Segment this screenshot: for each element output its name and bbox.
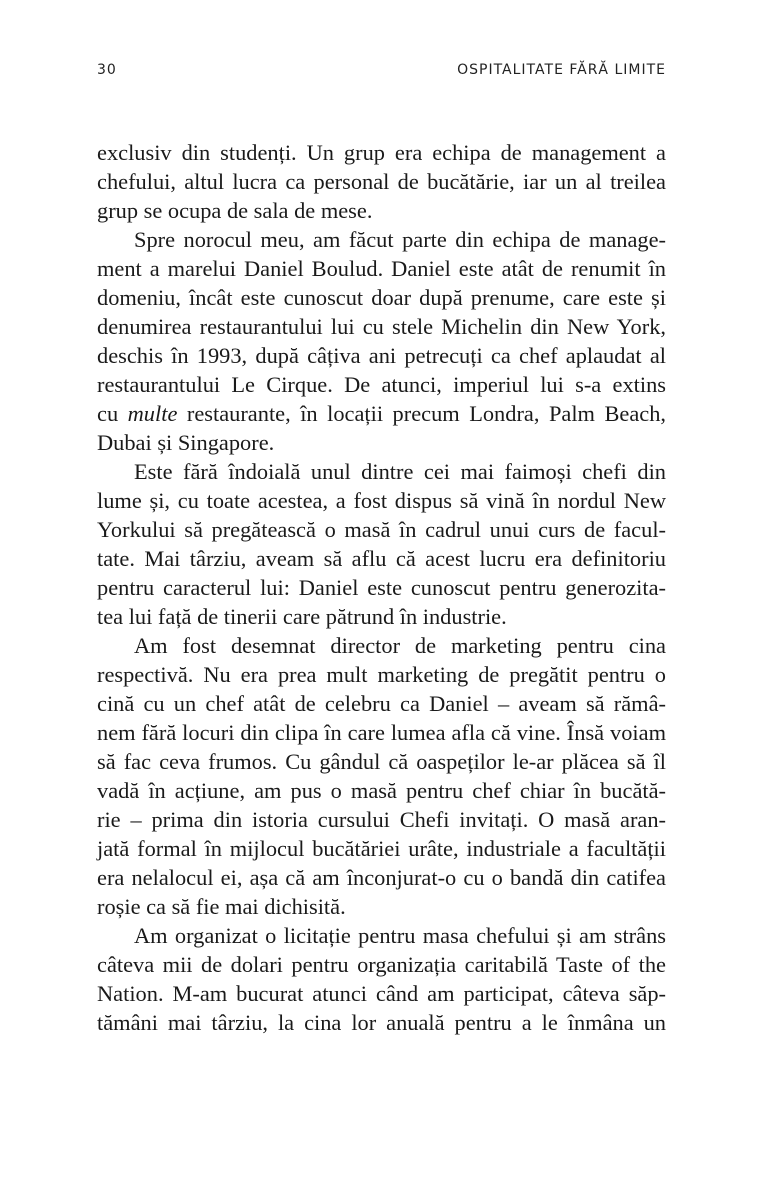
text-line xyxy=(97,167,666,196)
text-segment: tate. Mai târziu, aveam să aflu că acest lucru era definitoriu xyxy=(97,546,666,571)
text-segment: jată formal în mijlocul bucătăriei urâte, industriale a facultății xyxy=(97,836,666,861)
text-segment: Nation. M-am bucurat atunci când am participat, câteva săp- xyxy=(97,981,666,1006)
text-segment: tămâni mai târziu, la cina lor anuală pentru a le înmâna un xyxy=(97,1010,666,1035)
text-segment: rie – prima din istoria cursului Chefi invitați. O masă aran- xyxy=(97,807,666,832)
paragraph xyxy=(97,225,666,457)
text-line xyxy=(97,544,666,573)
text-line xyxy=(97,1008,666,1037)
text-segment: cină cu un chef atât de celebru ca Daniel – aveam să rămâ- xyxy=(97,691,666,716)
paragraph xyxy=(97,457,666,631)
text-segment: pentru caracterul lui: Daniel este cunoscut pentru generozita- xyxy=(97,575,666,600)
running-title: OSPITALITATE FĂRĂ LIMITE xyxy=(457,62,666,78)
text-line xyxy=(97,370,666,399)
text-segment: Dubai și Singapore. xyxy=(97,430,275,455)
text-segment: tea lui față de tinerii care pătrund în industrie. xyxy=(97,604,507,629)
text-segment: respectivă. Nu era prea mult marketing de pregătit pentru o xyxy=(97,662,666,687)
paragraph xyxy=(97,138,666,225)
text-segment: ment a marelui Daniel Boulud. Daniel este atât de renumit în xyxy=(97,256,666,281)
text-line xyxy=(97,602,666,631)
text-line xyxy=(97,718,666,747)
text-segment: să fac ceva frumos. Cu gândul că oaspeților le-ar plăcea să îl xyxy=(97,749,666,774)
text-segment: domeniu, încât este cunoscut doar după prenume, care este și xyxy=(97,285,666,310)
text-segment: exclusiv din studenți. Un grup era echipa de management a xyxy=(97,140,666,165)
body-text xyxy=(97,138,666,1037)
text-segment: chefului, altul lucra ca personal de bucătărie, iar un al treilea xyxy=(97,169,666,194)
text-line xyxy=(97,805,666,834)
text-line xyxy=(97,225,666,254)
text-line xyxy=(97,689,666,718)
italic-emphasis: multe xyxy=(127,401,178,426)
text-segment: Am fost desemnat director de marketing pentru cina xyxy=(134,633,666,658)
page-number: 30 xyxy=(97,62,117,78)
text-line xyxy=(97,979,666,1008)
text-segment: Am organizat o licitație pentru masa chefului și am strâns xyxy=(134,923,666,948)
text-line xyxy=(97,515,666,544)
text-segment: era nelalocul ei, așa că am înconjurat-o cu o bandă din catifea xyxy=(97,865,666,890)
paragraph xyxy=(97,631,666,921)
text-segment: cu xyxy=(97,401,128,426)
text-line xyxy=(97,892,666,921)
text-segment: Este fără îndoială unul dintre cei mai faimoși chefi din xyxy=(134,459,666,484)
text-line xyxy=(97,428,666,457)
text-segment: restaurante, în locații precum Londra, Palm Beach, xyxy=(177,401,667,426)
text-line xyxy=(97,863,666,892)
text-line xyxy=(97,631,666,660)
text-line xyxy=(97,921,666,950)
text-line xyxy=(97,776,666,805)
text-segment: grup se ocupa de sala de mese. xyxy=(97,198,373,223)
text-line xyxy=(97,283,666,312)
text-line xyxy=(97,660,666,689)
text-segment: denumirea restaurantului lui cu stele Michelin din New York, xyxy=(97,314,666,339)
text-line xyxy=(97,138,666,167)
text-segment: deschis în 1993, după câțiva ani petrecuți ca chef aplaudat al xyxy=(97,343,666,368)
text-segment: Spre norocul meu, am făcut parte din echipa de manage- xyxy=(134,227,666,252)
text-line xyxy=(97,950,666,979)
text-line xyxy=(97,341,666,370)
text-line xyxy=(97,254,666,283)
text-line xyxy=(97,486,666,515)
text-segment: Yorkului să pregătească o masă în cadrul unui curs de facul- xyxy=(97,517,666,542)
text-segment: câteva mii de dolari pentru organizația caritabilă Taste of the xyxy=(97,952,666,977)
text-segment: lume și, cu toate acestea, a fost dispus să vină în nordul New xyxy=(97,488,666,513)
text-line xyxy=(97,747,666,776)
text-segment: restaurantului Le Cirque. De atunci, imperiul lui s-a extins xyxy=(97,372,666,397)
text-segment: nem fără locuri din clipa în care lumea afla că vine. Însă voiam xyxy=(97,720,666,745)
paragraph xyxy=(97,921,666,1037)
text-line xyxy=(97,834,666,863)
text-segment: vadă în acțiune, am pus o masă pentru chef chiar în bucătă- xyxy=(97,778,666,803)
text-line xyxy=(97,312,666,341)
text-line xyxy=(97,196,666,225)
text-line xyxy=(97,457,666,486)
text-segment: roșie ca să fie mai dichisită. xyxy=(97,894,346,919)
text-line xyxy=(97,573,666,602)
text-line xyxy=(97,399,666,428)
